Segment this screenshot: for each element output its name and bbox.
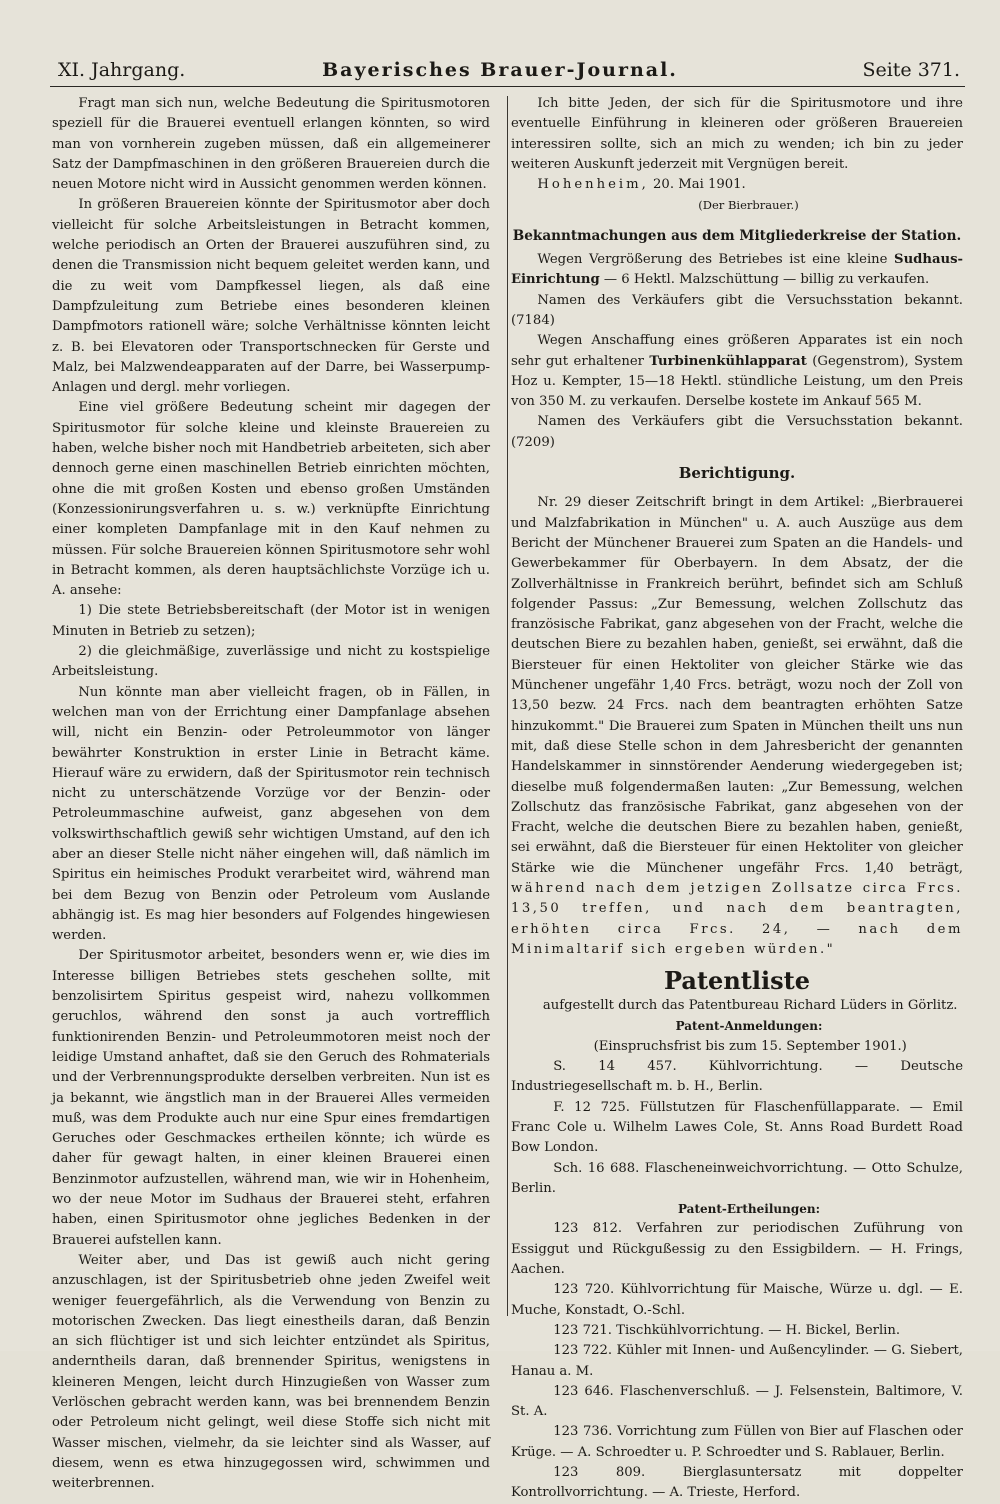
patent-entry: 123 736. Vorrichtung zum Füllen von Bier auf Flaschen oder Krüge. — A. Schroedter u. P. Schroedter und S. Rablauer, Berlin. xyxy=(511,1424,963,1460)
patent-applications xyxy=(511,1057,963,1199)
paragraph: In größeren Brauereien könnte der Spiritusmotor aber doch vielleicht für solche Arbeitsleistungen in Betracht kommen, welche periodisch an Orten der Brauerei auszuführen sind, zu denen die Transmission nicht bequem geleitet werden kann, und die zu weit vom Dampfkessel liegen, als daß eine Dampfzuleitung zum Betriebe eines besonderen kleinen Dampfmotors rationell wäre; solche Verhältnisse könnten leicht z. B. bei Elevatoren oder Transportschnecken für Gerste und Malz, bei Malzwendeapparaten auf der Darre, bei Wasserpump-Anlagen und dergl. mehr vorliegen. xyxy=(52,197,490,396)
closing-paragraph: Ich bitte Jeden, der sich für die Spiritusmotore und ihre eventuelle Einführung in kleineren oder größeren Brauereien interessiren sollte, sich an mich zu wenden; ich bin zu jeder weiteren Auskunft jederzeit mit Vergnügen bereit. xyxy=(511,96,963,172)
list-item: 2) die gleichmäßige, zuverlässige und nicht zu kostspielige Arbeitsleistung. xyxy=(52,644,490,680)
column-divider xyxy=(507,96,508,1316)
list-item: 1) Die stete Betriebsbereitschaft (der Motor ist in wenigen Minuten in Betrieb zu setzen); xyxy=(52,603,490,639)
paragraph: Nun könnte man aber vielleicht fragen, ob in Fällen, in welchen man von der Errichtung einer Dampfanlage absehen will, nicht ein Benzin- oder Petroleummotor von länger bewährter Konstruktion in erster Linie in Betracht käme. Hierauf wäre zu erwidern, daß der Spiritusmotor rein technisch nicht zu unterschätzende Vorzüge vor der Benzin- oder Petroleummaschine aufweist, ganz abgesehen von dem volkswirthschaftlich gewiß sehr wichtigen Umstand, auf den ich aber an dieser Stelle nicht näher eingehen will, daß nämlich im Spiritus ein heimisches Produkt verarbeitet wird, während man bei dem Bezug von Benzin oder Petroleum vom Auslande abhängig ist. Es mag hier besonders auf Folgendes hingewiesen werden. xyxy=(52,684,490,944)
patent-list-heading: Patentliste xyxy=(664,966,810,996)
announcement-text: Wegen Vergrößerung des Betriebes ist eine kleine xyxy=(537,252,888,268)
applications-heading: Patent-Anmeldungen: xyxy=(675,1019,823,1034)
paragraph: Fragt man sich nun, welche Bedeutung die Spiritusmotoren speziell für die Brauerei eventuell erlangen könnten, so wird man von vornherein zugeben müssen, daß ein allgemeinerer Satz der Dampfmaschinen in den größeren Brauereien durch die neuen Motore nicht wird in Aussicht genommen werden können. xyxy=(52,96,490,193)
objection-period: (Einspruchsfrist bis zum 15. September 1901.) xyxy=(593,1038,907,1054)
dateline-date: 20. Mai 1901. xyxy=(653,177,746,193)
patent-entry: 123 809. Bierglasuntersatz mit doppelter Kontrollvorrichtung. — A. Trieste, Herford. xyxy=(511,1465,963,1501)
patent-entry: 123 812. Verfahren zur periodischen Zuführung von Essiggut und Rückgußessig zu den Essigbildern. — H. Frings, Aachen. xyxy=(511,1221,963,1278)
correction-spaced-text: während nach dem jetzigen Zollsatze circa Frcs. 13,50 treffen, und nach dem beantragten, erhöhten circa Frcs. 24, — nach dem Minimaltarif sich ergeben würden." xyxy=(511,880,963,957)
patent-list-subheading: aufgestellt durch das Patentbureau Richard Lüders in Görlitz. xyxy=(542,998,958,1014)
patent-entry: F. 12 725. Füllstutzen für Flaschenfüllapparate. — Emil Franc Cole u. Wilhelm Lawes Cole, St. Anns Road Burdett Road Bow London. xyxy=(511,1099,963,1156)
volume-label: XI. Jahrgang. xyxy=(58,59,186,81)
patent-entry: 123 722. Kühler mit Innen- und Außencylinder. — G. Siebert, Hanau a. M. xyxy=(511,1343,963,1379)
patent-entry: 123 721. Tischkühlvorrichtung. — H. Bickel, Berlin. xyxy=(553,1322,901,1338)
patent-entry: 123 720. Kühlvorrichtung für Maische, Würze u. dgl. — E. Muche, Konstadt, O.-Schl. xyxy=(511,1282,963,1318)
right-column xyxy=(511,94,963,1504)
grants-heading: Patent-Ertheilungen: xyxy=(677,1202,821,1217)
announcement-item xyxy=(511,331,963,412)
announcements-heading: Bekanntmachungen aus dem Mitgliederkreise der Station. xyxy=(512,227,962,244)
dateline xyxy=(511,175,963,195)
announcement-highlight: Sudhaus-Einrichtung xyxy=(511,252,963,288)
page-number: Seite 371. xyxy=(862,59,960,81)
journal-title: Bayerisches Brauer-Journal. xyxy=(322,59,678,81)
announcement-text: Wegen Anschaffung eines größeren Apparates ist ein noch sehr gut erhaltener xyxy=(511,333,963,369)
left-column xyxy=(52,94,490,1494)
announcement-item xyxy=(511,250,963,291)
patent-entry: 123 646. Flaschenverschluß. — J. Felsenstein, Baltimore, V. St. A. xyxy=(511,1383,963,1420)
header-rule xyxy=(50,86,965,87)
paragraph: Weiter aber, und Das ist gewiß auch nicht gering anzuschlagen, ist der Spiritusbetrieb ohne jeden Zweifel weit weniger feuergefährlich, als die Verwendung von Benzin zu motorischen Zwecken. Das liegt einestheils daran, daß Benzin an sich flüchtiger ist und sich leichter entzündet als Spiritus, anderntheils daran, daß brennender Spiritus, wenigstens in kleineren Mengen, leicht durch Hinzugießen von Wasser zum Verlöschen gebracht werden kann, was bei brennendem Benzin oder Petroleum nicht gelingt, weil diese Stoffe sich nicht mit Wasser mischen, vielmehr, da sie leichter sind als Wasser, auf diesem, wenn es etwa hinzugegossen wird, schwimmen und weiterbrennen. xyxy=(52,1252,490,1492)
dateline-place: Hohenheim, xyxy=(537,177,649,193)
announcement-highlight: Turbinenkühlapparat xyxy=(649,353,807,369)
patent-entry: S. 14 457. Kühlvorrichtung. — Deutsche Industriegesellschaft m. b. H., Berlin. xyxy=(511,1059,963,1095)
correction-body: Nr. 29 dieser Zeitschrift bringt in dem Artikel: „Bierbrauerei und Malzfabrikation in München" u. A. auch Auszüge aus dem Bericht der Münchener Brauerei zum Spaten an die Handels- und Gewerbekammer für Oberbayern. In dem Absatz, der die Zollverhältnisse in Frankreich berührt, befindet sich am Schluß folgender Passus: „Zur Bemessung, welchen Zollschutz das französische Fabrikat, ganz abgesehen von der Fracht, welche die deutschen Biere zu bezahlen haben, genießt, sei erwähnt, daß die Biersteuer für einen Hektoliter von gleicher Stärke wie das Münchener ungefähr 1,40 Frcs. beträgt, wozu noch der Zoll von 13,50 bezw. 24 Frcs. nach dem beantragten erhöhten Satze hinzukommt." Die Brauerei zum Spaten in München theilt uns nun mit, daß diese Stelle schon in dem Jahresbericht der genannten Handelskammer in sinnstörender Aenderung wiedergegeben ist; dieselbe muß folgendermaßen lauten: „Zur Bemessung, welchen Zollschutz das französische Fabrikat, ganz abgesehen von der Fracht, welche die deutschen Biere zu bezahlen haben, genießt, sei erwähnt, daß die Biersteuer für einen Hektoliter von gleicher Stärke wie die Münchener ungefähr Frcs. 1,40 beträgt, xyxy=(511,495,963,876)
correction-heading: Berichtigung. xyxy=(678,464,796,483)
patent-entry: Sch. 16 688. Flascheneinweichvorrichtung. — Otto Schulze, Berlin. xyxy=(511,1160,963,1196)
announcement-contact: Namen des Verkäufers gibt die Versuchsstation bekannt. (7209) xyxy=(511,414,963,450)
author-signature: (Der Bierbrauer.) xyxy=(698,198,799,213)
announcement-contact: Namen des Verkäufers gibt die Versuchsstation bekannt. (7184) xyxy=(511,292,963,328)
paragraph: Eine viel größere Bedeutung scheint mir dagegen der Spiritusmotor für solche kleine und kleinste Brauereien zu haben, welche bisher noch mit Handbetrieb arbeiteten, sich aber dennoch gerne einen maschinellen Betrieb einrichten möchten, ohne die mit großen Kosten und ebenso großen Umständen (Konzessionirungsverfahren u. s. w.) verknüpfte Einrichtung einer kompleten Dampfanlage mit in den Kauf nehmen zu müssen. Für solche Brauereien können Spiritusmotore sehr wohl in Betracht kommen, als deren hauptsächlichste Vorzüge ich u. A. ansehe: xyxy=(52,400,490,599)
paragraph: Der Spiritusmotor arbeitet, besonders wenn er, wie dies im Interesse billigen Betriebes stets geschehen sollte, mit benzolisirtem Spiritus gespeist wird, nahezu vollkommen geruchlos, während den sonst ja auch vortrefflich funktionirenden Benzin- und Petroleummotoren meist noch der leidige Umstand anhaftet, daß sie den Geruch des Rohmaterials und der Verbrennungsprodukte derselben verbreiten. Nun ist es ja bekannt, wie ängstlich man in der Brauerei Alles vermeiden muß, was dem Produkte auch nur eine Spur eines fremdartigen Geruches oder Geschmackes ertheilen könnte; ich würde es daher für gewagt halten, in einer kleinen Brauerei einen Benzinmotor aufzustellen, während man, wie wir in Hohenheim, wo der neue Motor im Sudhaus der Brauerei steht, erfahren haben, einen Spiritusmotor ohne jegliches Bedenken in der Brauerei aufstellen kann. xyxy=(52,948,490,1248)
announcement-text: — 6 Hektl. Malzschüttung — billig zu verkaufen. xyxy=(603,272,930,288)
correction-text xyxy=(511,493,963,960)
patent-grants xyxy=(511,1219,963,1503)
announcement-text: (Gegenstrom), System Hoz u. Kempter, 15—18 Hektl. stündliche Leistung, um den Preis von 350 M. zu verkaufen. Derselbe kostete im Ankauf 565 M. xyxy=(511,353,963,410)
